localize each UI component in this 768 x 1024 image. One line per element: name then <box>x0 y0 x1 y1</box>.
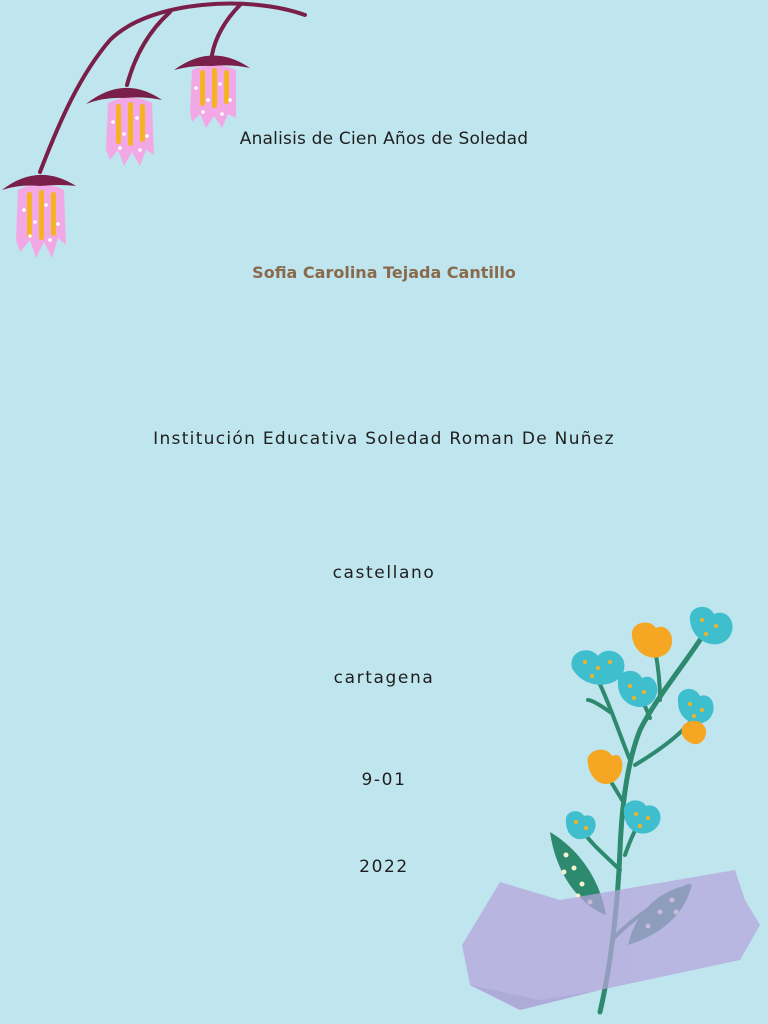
document-title: Analisis de Cien Años de Soledad <box>239 129 529 149</box>
teal-blossom-icon <box>624 800 661 833</box>
teal-blossom-icon <box>566 811 596 839</box>
bell-flower-icon <box>174 55 250 128</box>
year-label: 2022 <box>359 857 409 877</box>
subject-name: castellano <box>332 563 436 583</box>
orange-blossom-icon <box>682 721 706 744</box>
institution-name: Institución Educativa Soledad Roman De Nuñez <box>153 429 615 449</box>
teal-blossom-icon <box>690 607 733 644</box>
bell-flower-icon <box>2 175 76 258</box>
orange-blossom-icon <box>632 622 672 657</box>
bell-flower-icon <box>86 88 162 166</box>
washi-tape-icon <box>462 870 760 1010</box>
city-name: cartagena <box>333 668 435 688</box>
leaf-icon <box>628 884 692 945</box>
grade-label: 9-01 <box>361 770 407 790</box>
teal-blossom-icon <box>678 689 714 724</box>
author-name: Sofia Carolina Tejada Cantillo <box>252 263 516 282</box>
